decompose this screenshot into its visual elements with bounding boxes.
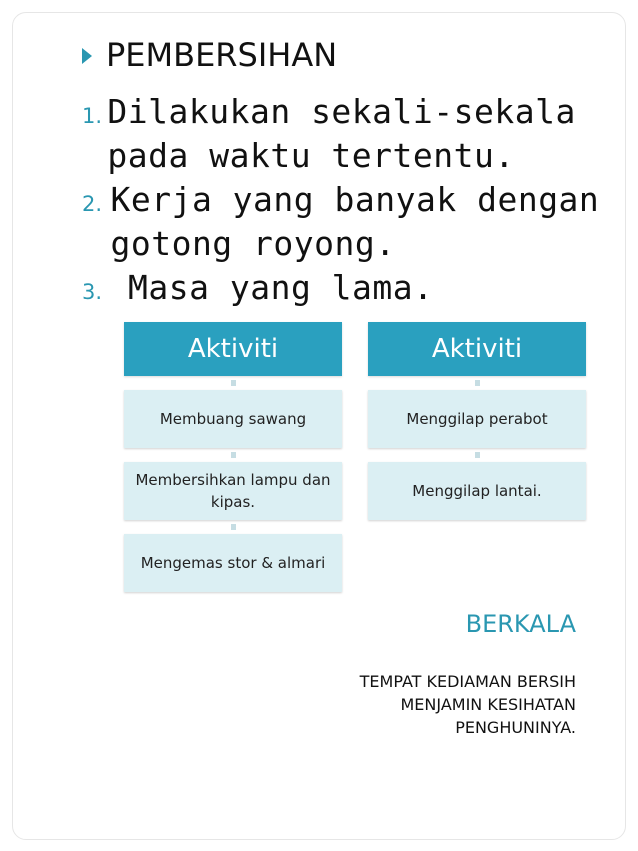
activity-column-right — [368, 322, 586, 520]
list-number: 1. — [82, 104, 103, 128]
activity-header: Aktiviti — [368, 322, 586, 376]
activity-card: Membuang sawang — [124, 390, 342, 448]
list-number: 3. — [82, 280, 103, 304]
connector-arrow-icon — [124, 520, 342, 534]
connector-arrow-icon — [368, 448, 586, 462]
connector-arrow-icon — [124, 376, 342, 390]
activity-header: Aktiviti — [124, 322, 342, 376]
list-text: Masa yang lama. — [128, 268, 434, 307]
connector-arrow-icon — [124, 448, 342, 462]
list-text: Dilakukan sekali-sekala pada waktu tertentu. — [107, 92, 576, 175]
activity-card: Mengemas stor & almari — [124, 534, 342, 592]
slide-heading — [82, 36, 337, 74]
list-text: Kerja yang banyak dengan gotong royong. — [110, 180, 600, 263]
category-label: BERKALA — [465, 610, 576, 638]
activity-column-left — [124, 322, 342, 592]
list-item — [82, 90, 602, 178]
activity-card: Menggilap perabot — [368, 390, 586, 448]
activity-card: Menggilap lantai. — [368, 462, 586, 520]
list-item — [82, 178, 602, 266]
numbered-list — [82, 90, 602, 310]
note-text: TEMPAT KEDIAMAN BERSIH MENJAMIN KESIHATAN PENGHUNINYA. — [359, 672, 576, 737]
list-item — [82, 266, 602, 310]
connector-arrow-icon — [368, 376, 586, 390]
heading-text: PEMBERSIHAN — [106, 36, 338, 74]
list-number: 2. — [82, 192, 103, 216]
activity-card: Membersihkan lampu dan kipas. — [124, 462, 342, 520]
triangle-bullet-icon — [82, 48, 92, 64]
